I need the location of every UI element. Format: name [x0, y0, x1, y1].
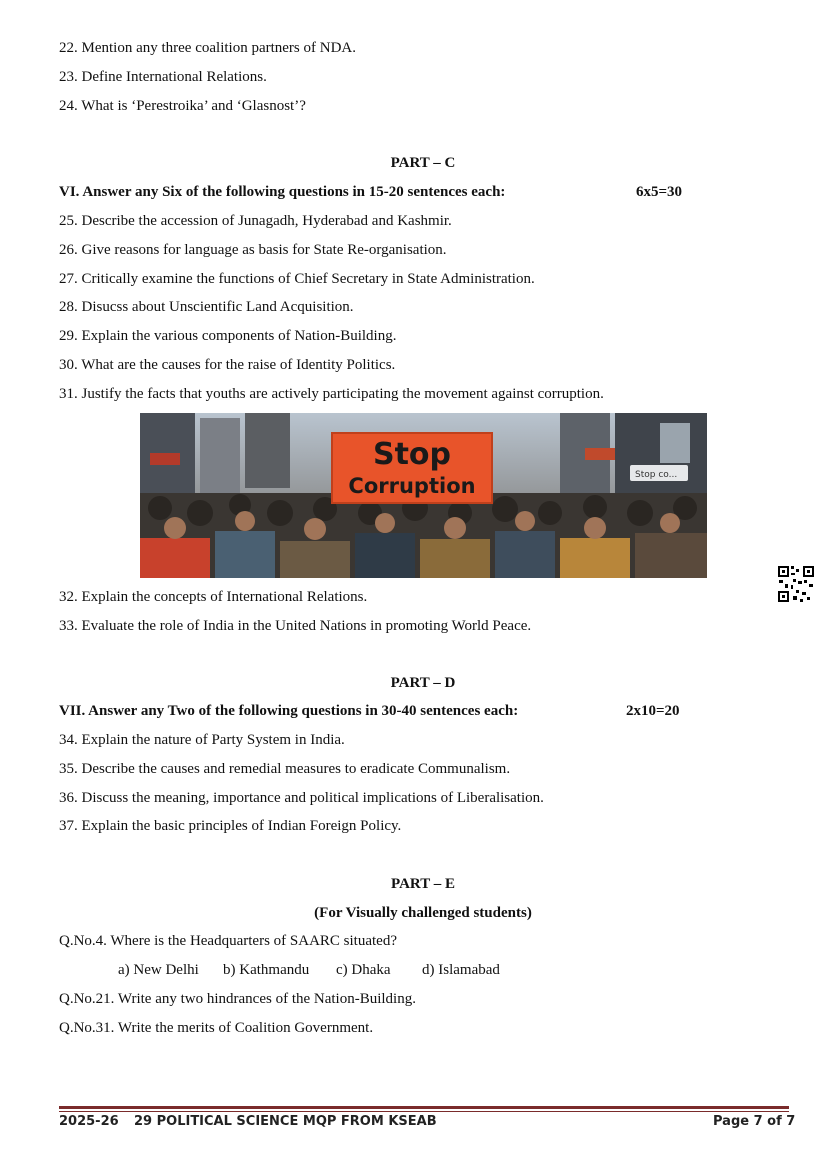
option-a: a) New Delhi [118, 962, 199, 978]
question-28: 28. Disucss about Unscientific Land Acquisition. [59, 299, 354, 315]
question-e-21: Q.No.21. Write any two hindrances of the Nation-Building. [59, 991, 416, 1007]
part-e-subheading: (For Visually challenged students) [314, 905, 532, 921]
question-27: 27. Critically examine the functions of Chief Secretary in State Administration. [59, 271, 535, 287]
question-31: 31. Justify the facts that youths are actively participating the movement against corruption. [59, 386, 604, 402]
part-c-marks: 6x5=30 [636, 184, 683, 200]
protest-illustration [140, 413, 707, 578]
part-e-heading: PART – E [391, 876, 455, 892]
question-29: 29. Explain the various components of Nation-Building. [59, 328, 397, 344]
question-e-4: Q.No.4. Where is the Headquarters of SAARC situated? [59, 933, 397, 949]
question-35: 35. Describe the causes and remedial measures to eradicate Communalism. [59, 761, 511, 777]
question-23: 23. Define International Relations. [59, 69, 267, 85]
question-22: 22. Mention any three coalition partners of NDA. [59, 40, 357, 56]
option-c: c) Dhaka [336, 962, 391, 978]
part-c-instruction: VI. Answer any Six of the following questions in 15-20 sentences each: [59, 184, 506, 200]
option-b: b) Kathmandu [223, 962, 310, 978]
question-34: 34. Explain the nature of Party System in India. [59, 732, 345, 748]
question-25: 25. Describe the accession of Junagadh, Hyderabad and Kashmir. [59, 213, 452, 229]
question-30: 30. What are the causes for the raise of Identity Politics. [59, 357, 396, 373]
question-36: 36. Discuss the meaning, importance and political implications of Liberalisation. [59, 790, 544, 806]
part-d-heading: PART – D [390, 675, 456, 691]
question-32: 32. Explain the concepts of International Relations. [59, 589, 368, 605]
footer-title: 29 POLITICAL SCIENCE MQP FROM KSEAB [134, 1114, 437, 1129]
part-d-marks: 2x10=20 [626, 703, 680, 719]
question-33: 33. Evaluate the role of India in the United Nations in promoting World Peace. [59, 618, 532, 634]
stop-corruption-photo [140, 413, 707, 578]
option-d: d) Islamabad [422, 962, 500, 978]
qr-code [777, 565, 815, 603]
footer-page-number: Page 7 of 7 [713, 1114, 796, 1129]
sign-text-corruption: Corruption [348, 474, 476, 498]
footer-year: 2025-26 [59, 1114, 119, 1129]
sign-text-stop: Stop [372, 437, 452, 472]
part-d-instruction: VII. Answer any Two of the following questions in 30-40 sentences each: [59, 703, 519, 719]
small-sign-text: Stop co... [635, 470, 678, 480]
question-26: 26. Give reasons for language as basis for State Re-organisation. [59, 242, 447, 258]
question-37: 37. Explain the basic principles of Indian Foreign Policy. [59, 818, 402, 834]
question-24: 24. What is ‘Perestroika’ and ‘Glasnost’? [59, 98, 306, 114]
footer-rule-thin [59, 1111, 789, 1112]
footer-rule [59, 1106, 789, 1109]
part-c-heading: PART – C [390, 155, 456, 171]
question-e-31: Q.No.31. Write the merits of Coalition Government. [59, 1020, 374, 1036]
